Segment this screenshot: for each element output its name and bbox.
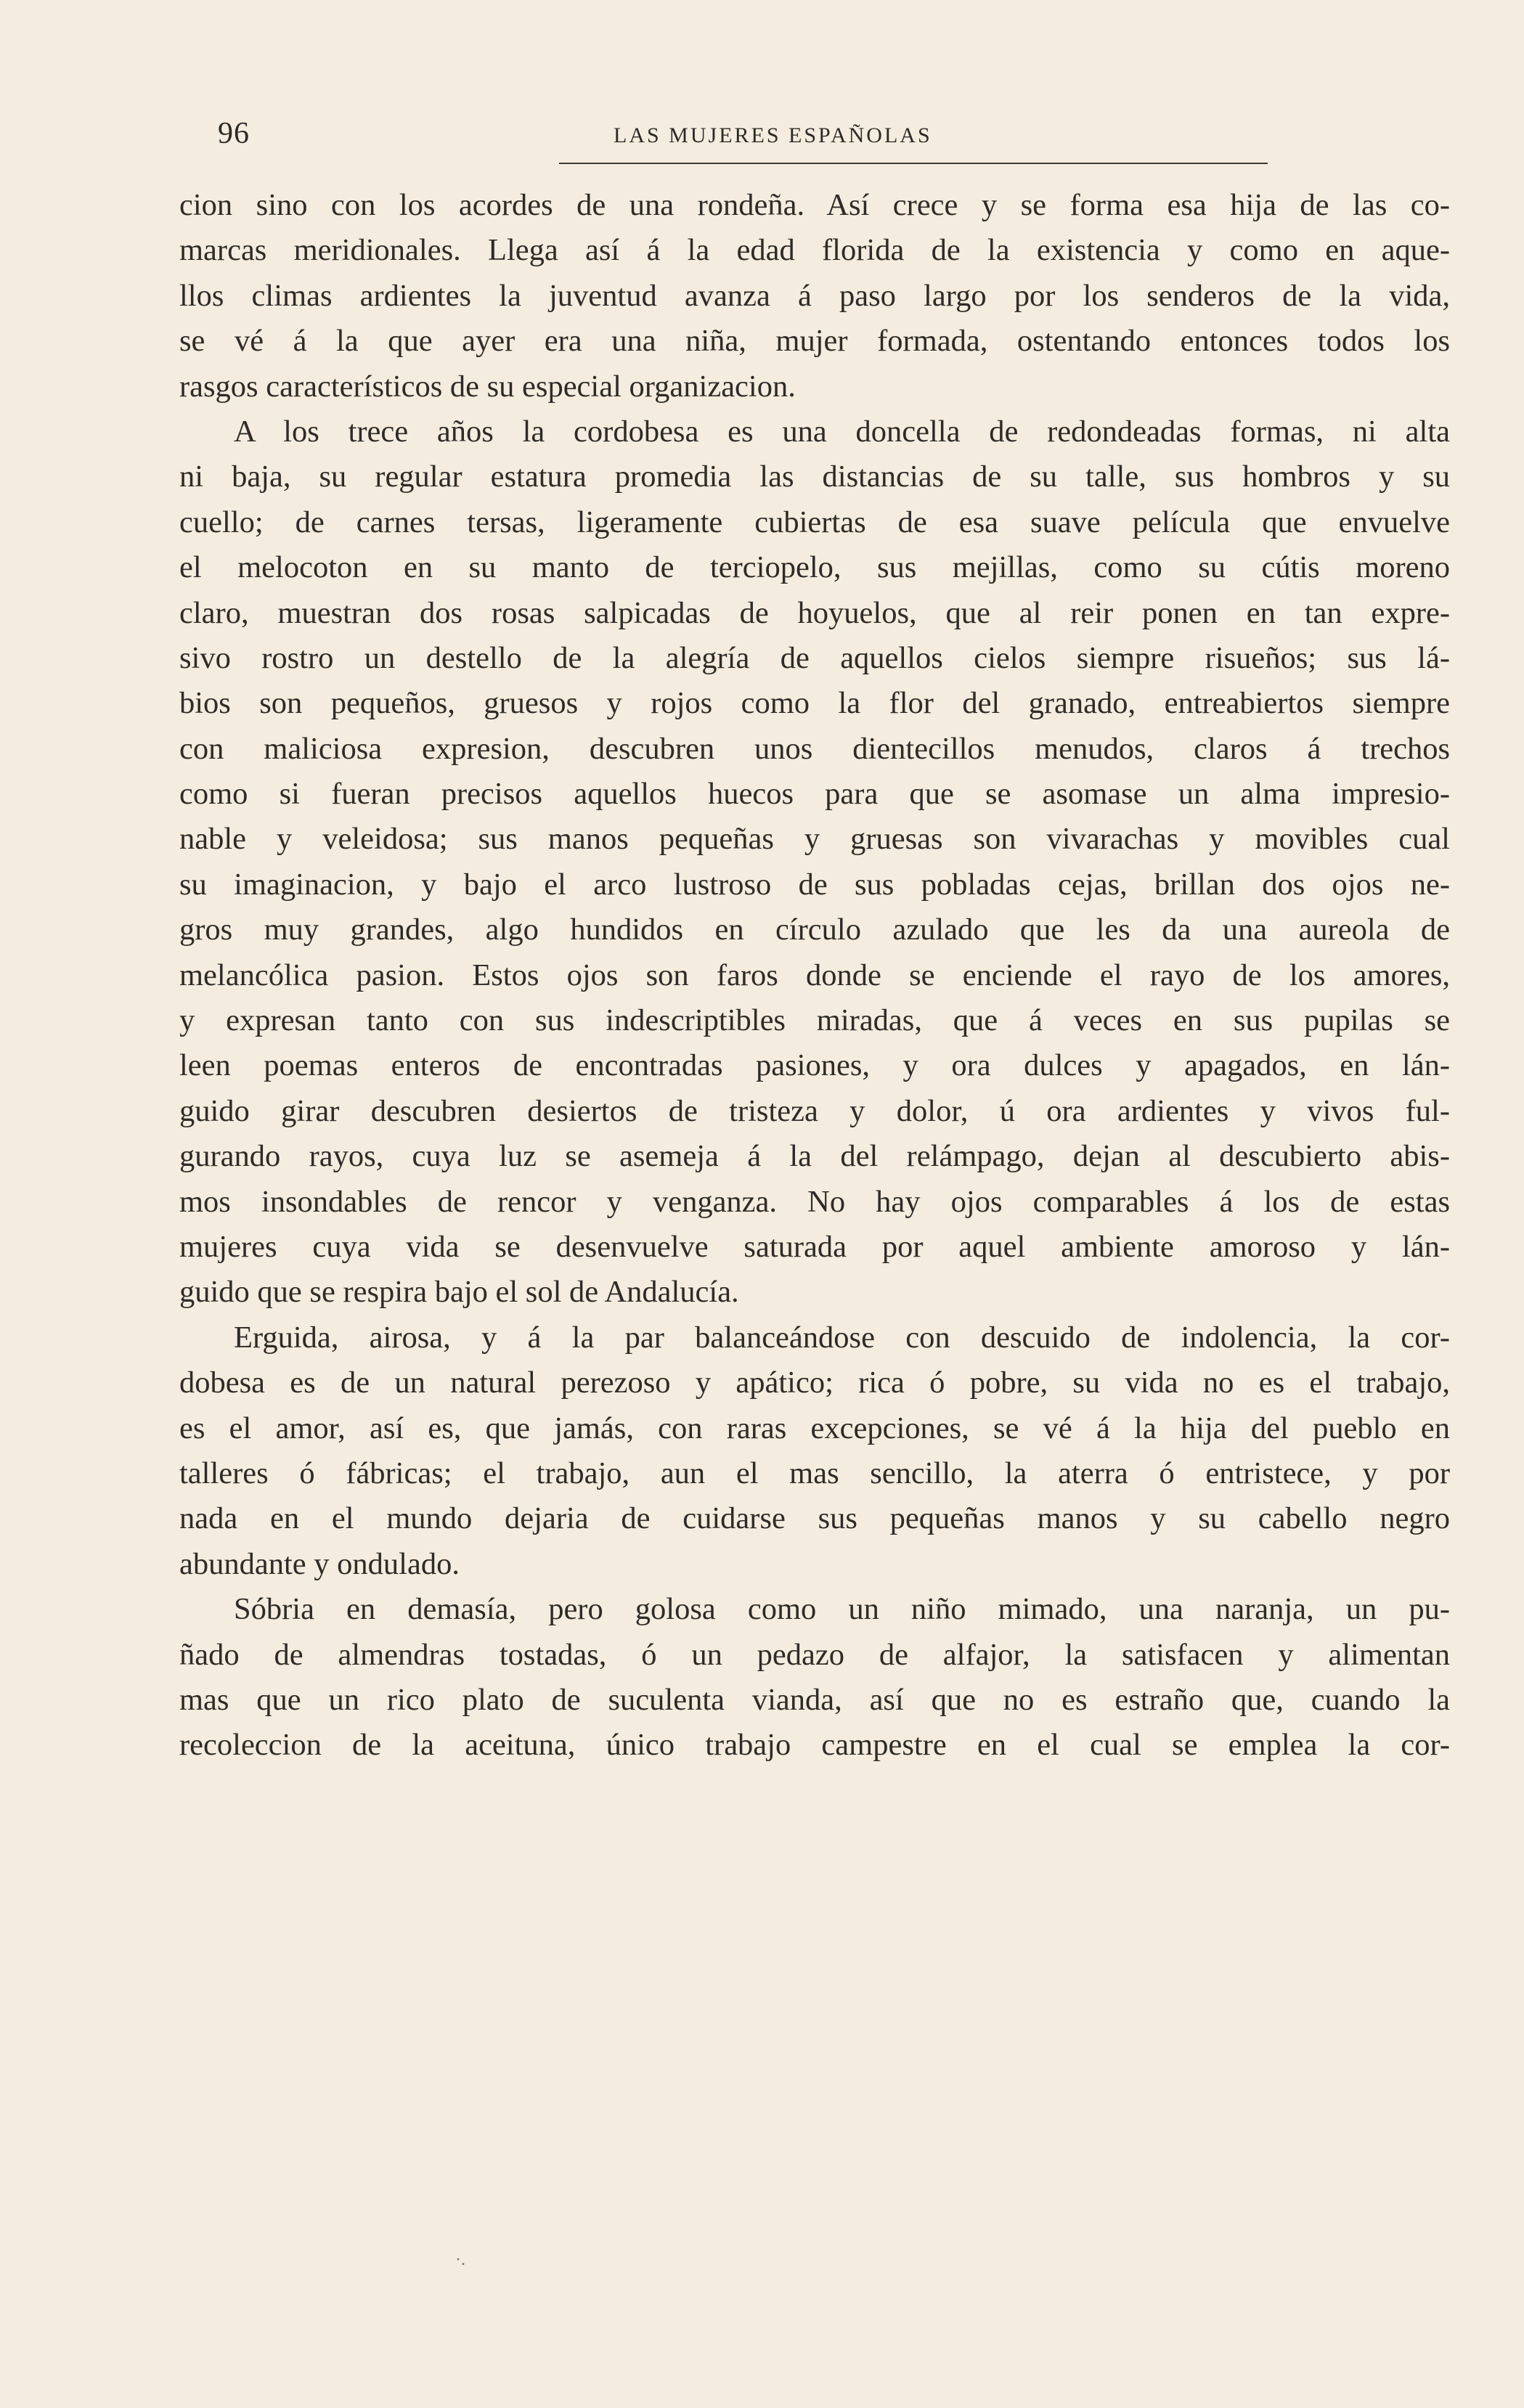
- text-line: sivo rostro un destello de la alegría de aquellos cielos siempre risueños; sus lá-: [179, 640, 1450, 675]
- text-line: mos insondables de rencor y venganza. No hay ojos comparables á los de estas: [179, 1184, 1450, 1219]
- text-line: marcas meridionales. Llega así á la edad florida de la existencia y como en aque-: [179, 233, 1450, 268]
- text-line: abundante y ondulado.: [179, 1546, 460, 1581]
- text-line: mujeres cuya vida se desenvuelve saturada por aquel ambiente amoroso y lán-: [179, 1229, 1450, 1264]
- text-line: recoleccion de la aceituna, único trabajo campestre en el cual se emplea la cor-: [179, 1728, 1450, 1763]
- paragraph-1: [179, 183, 1450, 409]
- text-line: es el amor, así es, que jamás, con raras excepciones, se vé á la hija del pueblo en: [179, 1411, 1450, 1445]
- text-line: ñado de almendras tostadas, ó un pedazo de alfajor, la satisfacen y alimentan: [179, 1637, 1450, 1672]
- header-rule: [559, 163, 1268, 164]
- text-line: gros muy grandes, algo hundidos en círculo azulado que les da una aureola de: [179, 913, 1450, 947]
- text-line: talleres ó fábricas; el trabajo, aun el mas sencillo, la aterra ó entristece, y por: [179, 1456, 1450, 1490]
- text-line: ni baja, su regular estatura promedia las distancias de su talle, sus hombros y su: [179, 460, 1450, 494]
- text-line: con maliciosa expresion, descubren unos dientecillos menudos, claros á trechos: [179, 731, 1450, 766]
- text-line: melancólica pasion. Estos ojos son faros donde se enciende el rayo de los amores,: [179, 958, 1450, 992]
- running-title: LAS MUJERES ESPAÑOLAS: [614, 123, 932, 147]
- paragraph-3: [179, 1315, 1450, 1587]
- text-line: el melocoton en su manto de terciopelo, sus mejillas, como su cútis moreno: [179, 550, 1450, 585]
- text-line: gurando rayos, cuya luz se asemeja á la del relámpago, dejan al descubierto abis-: [179, 1139, 1450, 1174]
- printer-mark: ·.: [455, 2250, 465, 2269]
- text-line: rasgos característicos de su especial organizacion.: [179, 369, 796, 404]
- text-line: leen poemas enteros de encontradas pasiones, y ora dulces y apagados, en lán-: [179, 1048, 1450, 1083]
- text-line: nable y veleidosa; sus manos pequeñas y gruesas son vivarachas y movibles cual: [179, 822, 1450, 857]
- text-line: cion sino con los acordes de una rondeña. Así crece y se forma esa hija de las co-: [179, 188, 1450, 222]
- text-line: se vé á la que ayer era una niña, mujer formada, ostentando entonces todos los: [179, 324, 1450, 359]
- text-line: Sóbria en demasía, pero golosa como un niño mimado, una naranja, un pu-: [234, 1592, 1450, 1627]
- text-line: claro, muestran dos rosas salpicadas de hoyuelos, que al reir ponen en tan expre-: [179, 595, 1450, 630]
- page-header: [218, 116, 1485, 167]
- text-line: nada en el mundo dejaria de cuidarse sus pequeñas manos y su cabello negro: [179, 1501, 1450, 1536]
- text-line: A los trece años la cordobesa es una doncella de redondeadas formas, ni alta: [234, 414, 1450, 449]
- text-line: guido girar descubren desiertos de tristeza y dolor, ú ora ardientes y vivos ful-: [179, 1093, 1450, 1128]
- text-line: mas que un rico plato de suculenta vianda, así que no es estraño que, cuando la: [179, 1682, 1450, 1717]
- page-number: 96: [218, 117, 250, 150]
- text-line: bios son pequeños, gruesos y rojos como la flor del granado, entreabiertos siempre: [179, 686, 1450, 721]
- text-line: cuello; de carnes tersas, ligeramente cubiertas de esa suave película que envuelve: [179, 505, 1450, 539]
- text-line: su imaginacion, y bajo el arco lustroso de sus pobladas cejas, brillan dos ojos ne-: [179, 867, 1450, 902]
- text-line: llos climas ardientes la juventud avanza á paso largo por los senderos de la vida,: [179, 278, 1450, 313]
- text-line: y expresan tanto con sus indescriptibles miradas, que á veces en sus pupilas se: [179, 1003, 1450, 1038]
- text-line: guido que se respira bajo el sol de Andalucía.: [179, 1275, 739, 1310]
- text-line: Erguida, airosa, y á la par balanceándose con descuido de indolencia, la cor-: [234, 1320, 1450, 1355]
- body-text: [179, 183, 1450, 1768]
- paragraph-4: [179, 1587, 1450, 1768]
- paragraph-2: [179, 409, 1450, 1315]
- text-line: como si fueran precisos aquellos huecos para que se asomase un alma impresio-: [179, 777, 1450, 812]
- text-line: dobesa es de un natural perezoso y apático; rica ó pobre, su vida no es el trabajo,: [179, 1366, 1450, 1400]
